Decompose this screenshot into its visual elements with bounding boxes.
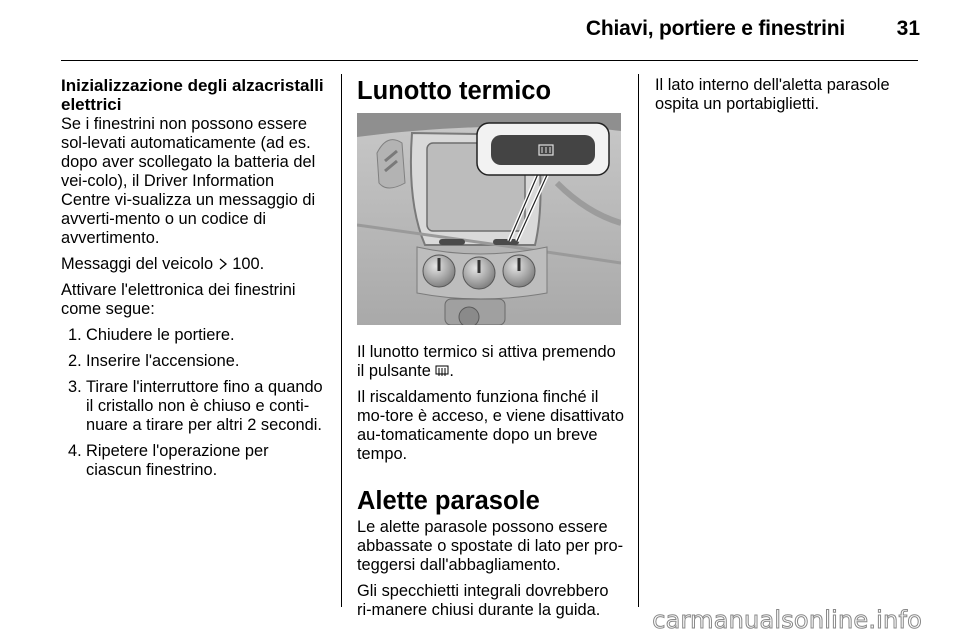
column-divider-2 — [638, 74, 639, 607]
paragraph-end: . — [449, 362, 454, 380]
page-number: 31 — [896, 17, 920, 40]
paragraph: Le alette parasole possono essere abbassate o spostate di lato per pro-teggersi dall'abbagliamento. — [357, 518, 624, 574]
paragraph-text: Il lunotto termico si attiva premendo il pulsante — [357, 343, 616, 380]
header-rule — [61, 60, 918, 61]
step-text: Chiudere le portiere. — [86, 326, 235, 344]
list-item — [61, 352, 327, 371]
section-heading-window-init: Inizializzazione degli alzacristalli elettrici — [61, 76, 324, 114]
list-item — [61, 442, 327, 480]
list-item — [61, 326, 327, 345]
page-reference: 100. — [232, 255, 265, 273]
step-text: Ripetere l'operazione per ciascun finestrino. — [86, 442, 269, 479]
steps-list — [61, 326, 327, 480]
section-heading-sun-visors: Alette parasole — [357, 487, 540, 515]
list-item — [61, 378, 327, 435]
step-number: 3. — [68, 378, 82, 396]
watermark: carmanualsonline.info — [652, 606, 922, 634]
section-title: Chiavi, portiere e finestrini — [585, 17, 845, 40]
paragraph-text: Messaggi del veicolo — [61, 255, 214, 273]
section-heading-rear-window: Lunotto termico — [357, 77, 552, 105]
paragraph: Se i finestrini non possono essere sol-levati automaticamente (ad es. dopo aver scollegato la batteria del vei-colo), il Driver Information Centre vi-sualizza un messaggio di avverti-mento o un codice di avvertimento. — [61, 115, 316, 247]
paragraph-vehicle-messages — [61, 255, 327, 274]
paragraph-rear-window-button — [357, 343, 625, 381]
dashboard-illustration — [357, 113, 621, 325]
page-reference-arrow-icon — [218, 256, 228, 274]
column-2 — [357, 76, 625, 627]
paragraph: Il riscaldamento funziona finché il mo-tore è acceso, e viene disattivato au-tomaticamente dopo un breve tempo. — [357, 388, 624, 463]
paragraph: Il lato interno dell'aletta parasole ospita un portabiglietti. — [655, 76, 890, 113]
paragraph: Gli specchietti integrali dovrebbero ri-manere chiusi durante la guida. — [357, 582, 609, 619]
rear-window-defrost-icon — [435, 364, 449, 382]
step-text: Tirare l'interruttore fino a quando il cristallo non è chiuso e conti-nuare a tirare per altri 2 secondi. — [86, 378, 323, 434]
paragraph: Attivare l'elettronica dei finestrini come segue: — [61, 281, 296, 318]
column-1 — [61, 76, 327, 487]
step-number: 4. — [68, 442, 82, 460]
step-number: 1. — [68, 326, 82, 344]
step-text: Inserire l'accensione. — [86, 352, 240, 370]
column-3 — [655, 76, 919, 121]
column-divider-1 — [341, 74, 342, 607]
step-number: 2. — [68, 352, 82, 370]
